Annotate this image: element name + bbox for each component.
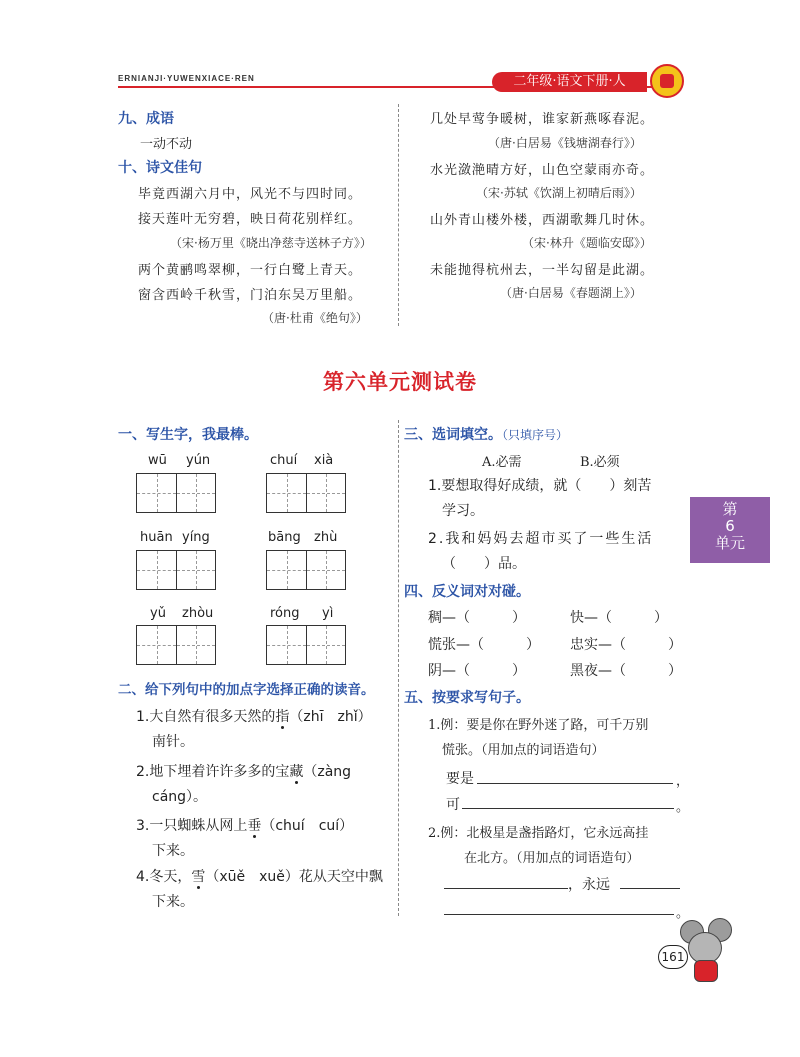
q3-header: 三、选词填空。（只填序号） (404, 427, 569, 443)
q3-option-a: A.必需 (482, 455, 522, 470)
poem-line: 几处早莺争暖树，谁家新燕啄春泥。 (430, 112, 655, 127)
writing-grid[interactable] (136, 473, 216, 513)
q1-title: 一、写生字，我最棒。 (118, 427, 258, 443)
q3-item-2: 2.我和妈妈去超市买了一些生活 (428, 531, 654, 547)
q5-word-2: 可 (446, 797, 460, 813)
q2-item-1: 1.大自然有很多天然的指（zhī zhǐ） (136, 709, 372, 725)
period: 。 (676, 906, 690, 921)
q5-word-1: 要是 (446, 771, 474, 787)
poem-line: 毕竟西湖六月中，风光不与四时同。 (138, 187, 363, 202)
q5-word-3: ，永远 (568, 877, 610, 893)
period: 。 (676, 800, 690, 815)
q5-title: 五、按要求写句子。 (404, 690, 530, 706)
comma: ， (676, 774, 690, 789)
pinyin: róng (270, 606, 300, 621)
unit-side-tab: 第 6 单元 (690, 497, 770, 563)
poem-source: （宋·林升《题临安邸》） (522, 236, 652, 250)
poem-line: 未能抛得杭州去，一半勾留是此湖。 (430, 263, 655, 278)
writing-grid[interactable] (136, 550, 216, 590)
pinyin: yǔ (150, 606, 166, 621)
writing-grid[interactable] (266, 550, 346, 590)
pinyin: wū (148, 453, 167, 468)
q4-title: 四、反义词对对碰。 (404, 584, 530, 600)
q2-item-4-cont: 下来。 (152, 894, 194, 910)
pinyin: huān (140, 530, 173, 545)
q3-item-1[interactable]: 1.要想取得好成绩，就（ ）刻苦 (428, 478, 652, 494)
book-logo-icon (650, 64, 684, 98)
antonym-pair[interactable]: 快—（ ） (570, 610, 668, 626)
antonym-pair[interactable]: 稠—（ ） (428, 610, 526, 626)
antonym-pair[interactable]: 阴—（ ） (428, 663, 526, 679)
answer-line[interactable] (444, 914, 674, 915)
antonym-pair[interactable]: 黑夜—（ ） (570, 663, 682, 679)
pinyin: xià (314, 453, 334, 468)
poem-source: （唐·杜甫《绝句》） (262, 311, 368, 325)
antonym-pair[interactable]: 慌张—（ ） (428, 637, 540, 653)
answer-line[interactable] (477, 783, 673, 784)
q5-example-1-cont: 慌张。（用加点的词语造句） (442, 743, 605, 758)
answer-line[interactable] (620, 888, 680, 889)
poem-source: （宋·苏轼《饮湖上初晴后雨》） (476, 186, 642, 200)
pinyin: yún (186, 453, 211, 468)
poem-line: 窗含西岭千秋雪，门泊东吴万里船。 (138, 288, 363, 303)
writing-grid[interactable] (266, 625, 346, 665)
q5-example-1: 1.例：要是你在野外迷了路，可千万别 (428, 718, 649, 733)
poem-line: 山外青山楼外楼，西湖歌舞几时休。 (430, 213, 655, 228)
poem-line: 水光潋滟晴方好，山色空蒙雨亦奇。 (430, 163, 655, 178)
header-badge: 二年级·语文下册·人 (492, 72, 647, 92)
pinyin: yíng (182, 530, 210, 545)
q2-item-3: 3.一只蜘蛛从网上垂（chuí cuí） (136, 818, 354, 834)
q3-option-b: B.必须 (580, 455, 620, 470)
q2-item-4: 4.冬天，雪（xūě xuě）花从天空中飘 (136, 869, 383, 885)
writing-grid[interactable] (136, 625, 216, 665)
writing-grid[interactable] (266, 473, 346, 513)
q2-title: 二、给下列句中的加点字选择正确的读音。 (118, 682, 375, 698)
q3-item-1-cont: 学习。 (442, 503, 484, 519)
section-9-title: 九、成语 (118, 111, 174, 127)
q2-item-1-cont: 南针。 (152, 734, 194, 750)
q5-example-2-cont: 在北方。（用加点的词语造句） (464, 851, 640, 866)
q3-item-2-cont[interactable]: （ ）品。 (442, 556, 526, 572)
poem-line: 接天莲叶无穷碧，映日荷花别样红。 (138, 212, 363, 227)
q2-item-2-cont[interactable]: cáng）。 (152, 789, 208, 805)
poem-source: （唐·白居易《春题湖上》） (500, 286, 642, 300)
column-divider (398, 104, 399, 326)
poem-line: 两个黄鹂鸣翠柳，一行白鹭上青天。 (138, 263, 363, 278)
q2-item-2: 2.地下埋着许许多多的宝藏（zàng (136, 764, 352, 780)
poem-source: （宋·杨万里《晓出净慈寺送林子方》） (170, 236, 372, 250)
q5-example-2: 2.例：北极星是盏指路灯，它永远高挂 (428, 826, 649, 841)
column-divider (398, 420, 399, 916)
pinyin: zhù (314, 530, 338, 545)
antonym-pair[interactable]: 忠实—（ ） (570, 637, 682, 653)
answer-line[interactable] (462, 808, 674, 809)
q2-item-3-cont: 下来。 (152, 843, 194, 859)
section-10-title: 十、诗文佳句 (118, 160, 202, 176)
page-number: 161 (658, 945, 688, 969)
poem-source: （唐·白居易《钱塘湖春行》） (488, 136, 642, 150)
pinyin: chuí (270, 453, 298, 468)
pinyin: zhòu (182, 606, 214, 621)
page-title: 第六单元测试卷 (323, 370, 477, 394)
answer-line[interactable] (444, 888, 568, 889)
section-9-item: 一动不动 (140, 137, 193, 152)
header-pinyin-title: ERNIANJI·YUWENXIACE·REN (118, 74, 255, 83)
pinyin: yì (322, 606, 334, 621)
pinyin: bāng (268, 530, 301, 545)
